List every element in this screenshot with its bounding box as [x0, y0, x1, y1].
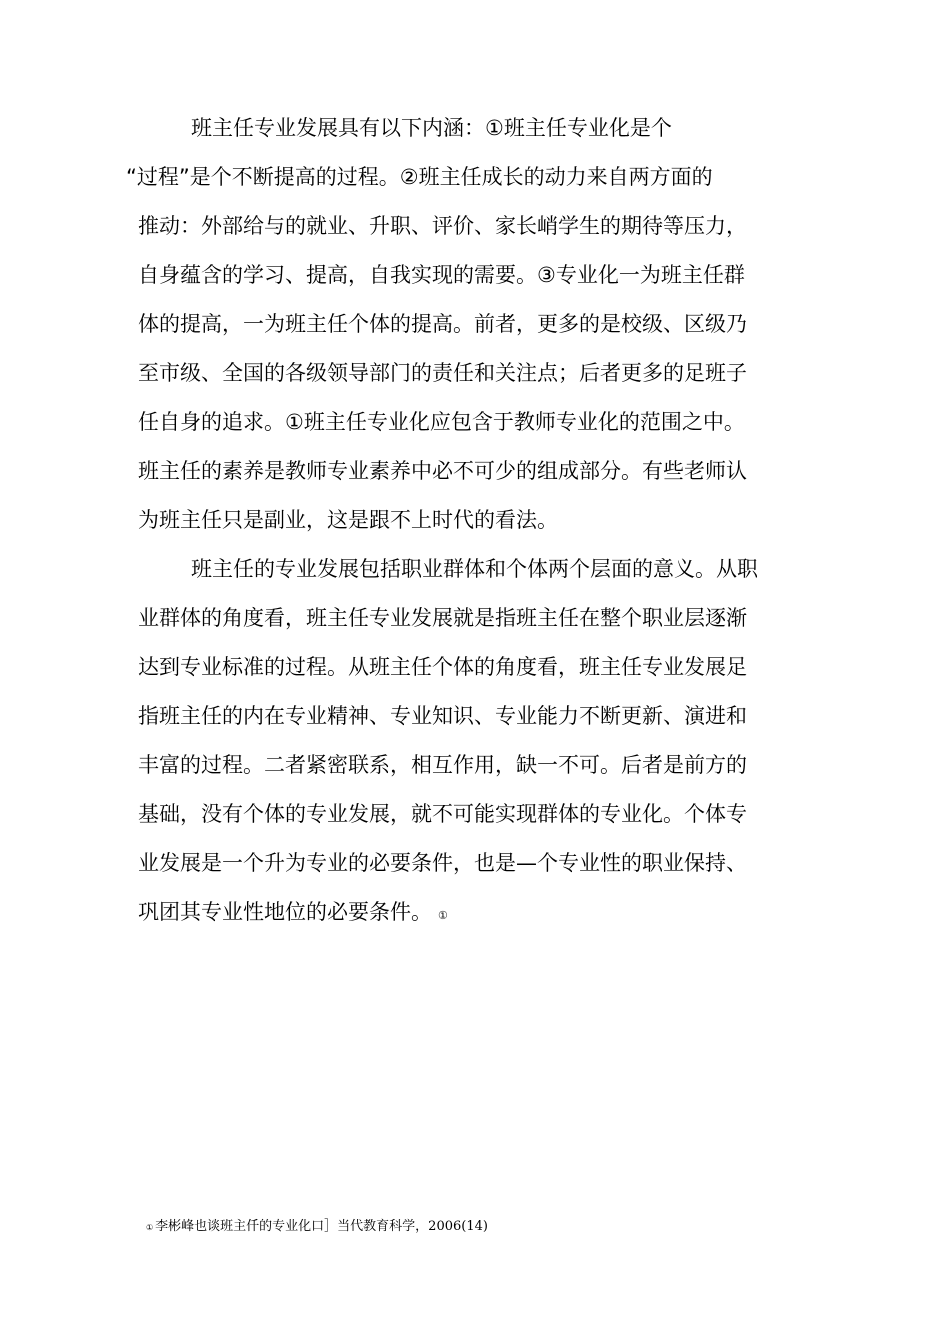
text-line: 业发展是一个升为专业的必要条件，也是—个专业性的职业保持、 — [138, 851, 747, 875]
text-line: 达到专业标准的过程。从班主任个体的角度看，班主任专业发展足 — [138, 655, 747, 679]
text-line: “过程”是个不断提高的过程。②班主任成长的动力来自两方面的 — [126, 165, 713, 189]
text-line: 推动：外部给与的就业、升职、评价、家长峭学生的期待等压力， — [138, 214, 747, 238]
footnote-mark: ① — [146, 1223, 154, 1232]
footnote — [146, 1218, 488, 1237]
text-line-content: 巩团其专业性地位的必要条件。 — [138, 900, 432, 924]
text-line: 业群体的角度看，班主任专业发展就是指班主任在整个职业层逐渐 — [138, 606, 747, 630]
text-line: 班主任的素养是教师专业素养中必不可少的组成部分。有些老师认 — [138, 459, 747, 483]
text-line: 自身蕴含的学习、提高，自我实现的需要。③专业化一为班主任群 — [138, 263, 745, 287]
text-line: 体的提高，一为班主任个体的提高。前者，更多的是校级、区级乃 — [138, 312, 747, 336]
text-line: 基础，没有个体的专业发展，就不可能实现群体的专业化。个体专 — [138, 802, 747, 826]
text-line: 班主任专业发展具有以下内涵：①班主任专业化是个 — [191, 116, 672, 140]
footnote-text: 李彬峰也谈班主仟的专业化口］当代教育科学，2006(14) — [155, 1219, 488, 1234]
text-line: 任自身的追求。①班主任专业化应包含于教师专业化的范围之中。 — [138, 410, 745, 434]
paragraph-2 — [138, 545, 838, 940]
paragraph-1 — [126, 104, 838, 545]
text-line: 丰富的过程。二者紧密联系，相互作用，缺一不可。后者是前方的 — [138, 753, 747, 777]
footnote-reference: ① — [438, 909, 448, 922]
text-line: 至市级、全国的各级领导部门的责任和关注点；后者更多的足班子 — [138, 361, 747, 385]
body-text — [126, 104, 838, 940]
text-line-last — [138, 888, 838, 940]
text-line: 班主任的专业发展包括职业群体和个体两个层面的意义。从职 — [191, 557, 758, 581]
text-line: 为班主任只是副业，这是跟不上时代的看法。 — [138, 508, 558, 532]
text-line: 指班主任的内在专业精神、专业知识、专业能力不断更新、演进和 — [138, 704, 747, 728]
